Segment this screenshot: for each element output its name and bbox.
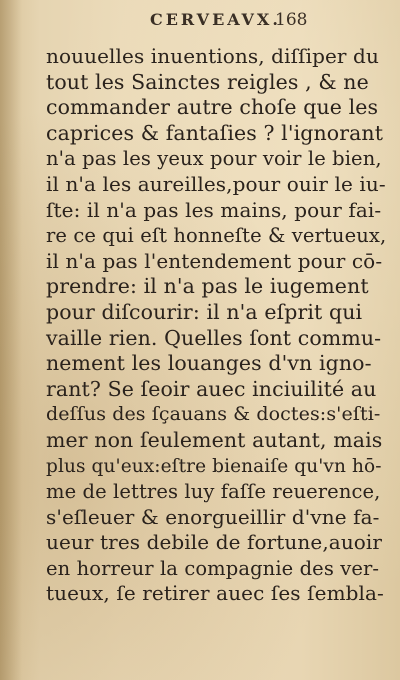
text-line: il n'a les aureilles,pour ouir le iu-	[46, 171, 386, 196]
body-text	[46, 44, 386, 607]
text-line: prendre: il n'a pas le iugement	[46, 274, 369, 299]
text-line: s'eſleuer & enorgueillir d'vne fa-	[46, 504, 380, 529]
text-line: vaille rien. Quelles ſont commu-	[46, 325, 382, 350]
text-line: ſte: il n'a pas les mains, pour fai-	[46, 197, 382, 222]
text-line: n'a pas les yeux pour voir le bien,	[46, 147, 382, 171]
running-head: CERVEAVX.	[150, 10, 281, 29]
text-line: rant? Se ſeoir auec inciuilité au	[46, 376, 377, 401]
text-line: caprices & fantaſies ? l'ignorant	[46, 120, 384, 145]
text-line: nouuelles inuentions, diſſiper du	[46, 44, 379, 68]
page-number: 168	[275, 10, 308, 30]
text-line: ueur tres debile de fortune,auoir	[46, 530, 383, 555]
text-line: deſſus des ſçauans & doctes:s'eſti-	[46, 403, 381, 426]
text-line: me de lettres luy faſſe reuerence,	[46, 480, 381, 504]
text-line: pour diſcourir: il n'a eſprit qui	[46, 299, 363, 324]
text-line: mer non ſeulement autant, mais	[46, 427, 383, 452]
page-gutter-shadow	[0, 0, 22, 680]
text-line: tueux, ſe retirer auec ſes ſembla-	[46, 581, 384, 606]
text-line: re ce qui eſt honneſte & vertueux,	[46, 224, 387, 248]
text-line: en horreur la compagnie des ver-	[46, 556, 380, 580]
text-line: commander autre choſe que les	[46, 95, 379, 120]
text-line: plus qu'eux:eſtre bienaiſe qu'vn hō-	[46, 455, 382, 477]
page-header	[150, 10, 400, 38]
text-line: nement les louanges d'vn igno-	[46, 351, 372, 376]
text-line: il n'a pas l'entendement pour cō-	[46, 248, 383, 273]
text-line: tout les Sainctes reigles , & ne	[46, 69, 369, 94]
